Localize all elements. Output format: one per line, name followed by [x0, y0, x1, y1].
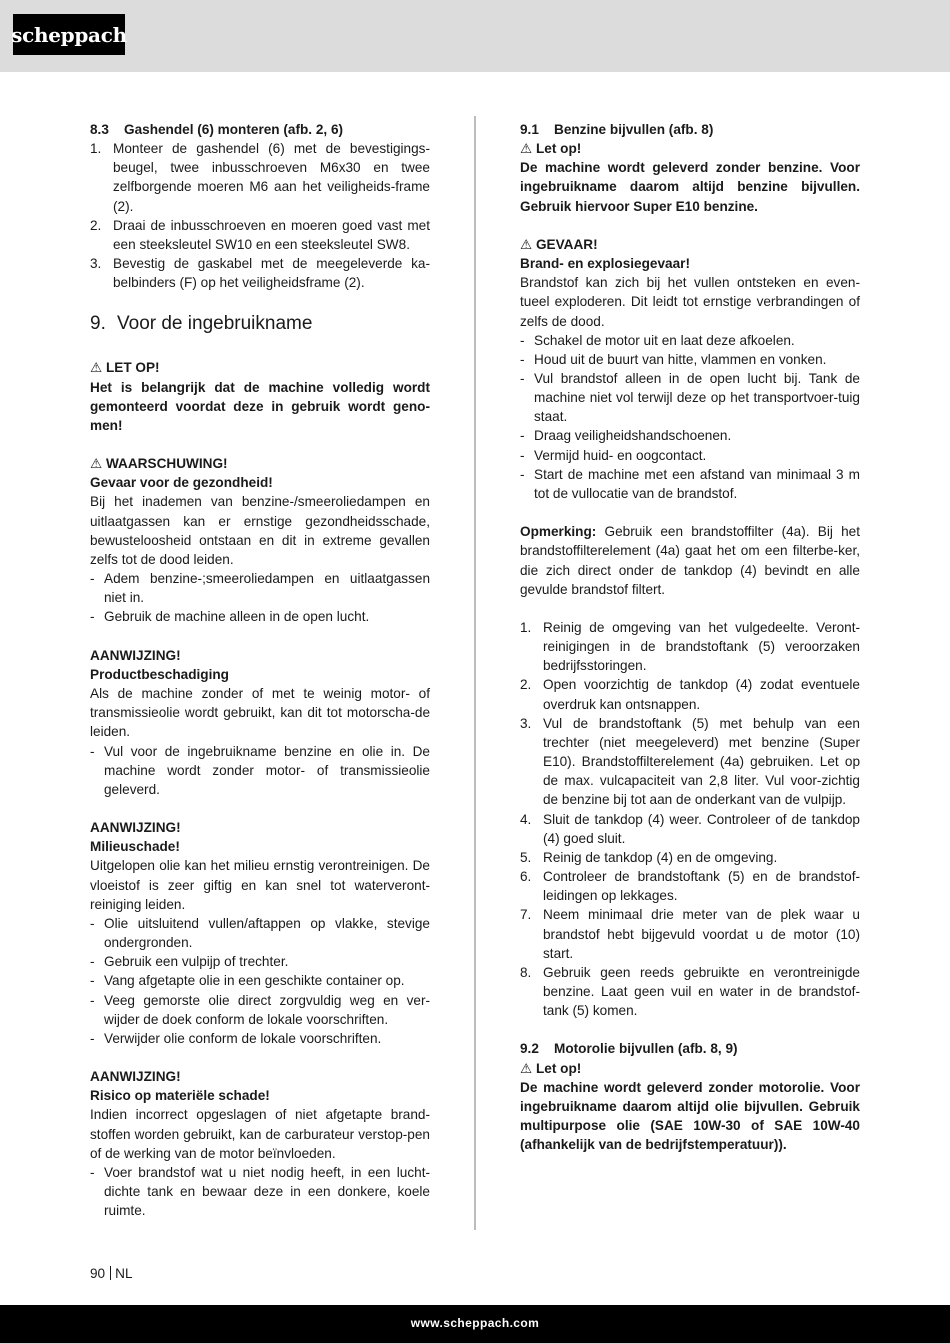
- left-column: [90, 120, 430, 1220]
- gevaar-text: Brandstof kan zich bij het vullen ontsteken en even-tueel exploderen. Dit leidt tot ernstige verbrandingen of zelfs de dood.: [520, 275, 860, 329]
- aanwijzing-list: [90, 742, 430, 799]
- waarschuwing-list: [90, 569, 430, 626]
- list-item: - Vang afgetapte olie in een geschikte container op.: [90, 973, 405, 989]
- list-item: 8. Gebruik geen reeds gebruikte en verontreinigde benzine. Laat geen vuil en water in de brandstof-tank (5) komen.: [520, 964, 860, 1019]
- warning-icon: ⚠: [520, 236, 533, 252]
- list-item: 7. Neem minimaal drie meter van de plek waar u brandstof hebt bijgevuld voordat u de motor (10) start.: [520, 907, 860, 961]
- letop-label: ⚠ LET OP!: [90, 360, 160, 376]
- list-item: 2. Open voorzichtig de tankdop (4) zodat eventuele overdruk kan ontsnappen.: [520, 677, 860, 712]
- aanwijzing-label: AANWIJZING!: [90, 820, 181, 836]
- section-heading-8-3: 8.3 Gashendel (6) monteren (afb. 2, 6): [90, 122, 344, 137]
- list-item: - Voer brandstof wat u niet nodig heeft, in een lucht-dichte tank en bewaar deze in een donkere, koele ruimte.: [90, 1164, 430, 1219]
- footer-bar: [0, 1305, 950, 1343]
- aanwijzing-text: Als de machine zonder of met te weinig motor- of transmissieolie wordt gebruikt, kan dit tot motorscha-de leiden.: [90, 686, 430, 740]
- list-item: - Adem benzine-;smeeroliedampen en uitlaatgassen niet in.: [90, 571, 430, 606]
- list-item: - Veeg gemorste olie direct zorgvuldig weg en ver-wijder de doek conform de lokale voorschriften.: [90, 992, 430, 1027]
- aanwijzing-subtitle: Milieuschade!: [90, 839, 180, 855]
- list-item: - Start de machine met een afstand van minimaal 3 m tot de vullocatie van de brandstof.: [520, 466, 860, 501]
- aanwijzing-subtitle: Productbeschadiging: [90, 666, 229, 682]
- list-item: 2. Draai de inbusschroeven en moeren goed vast met een steeksleutel SW10 en een steeksleutel SW8.: [90, 217, 430, 252]
- list-item: - Gebruik de machine alleen in de open lucht.: [90, 609, 370, 625]
- aanwijzing-list: [90, 914, 430, 1048]
- gevaar-subtitle: Brand- en explosiegevaar!: [520, 256, 690, 272]
- waarschuwing-text: Bij het inademen van benzine-/smeeroliedampen en uitlaatgassen kan er ernstige gezondheidsschade, bewusteloosheid ontstaan en dit in extreme gevallen zelfs tot de dood leiden.: [90, 494, 430, 567]
- list-item: - Houd uit de buurt van hitte, vlammen en vonken.: [520, 351, 827, 367]
- list-item: - Gebruik een vulpijp of trechter.: [90, 954, 289, 970]
- letop-label: ⚠ Let op!: [520, 1060, 582, 1076]
- letop-text: Het is belangrijk dat de machine volledig wordt gemonteerd voordat deze in gebruik wordt geno-men!: [90, 379, 430, 433]
- waarschuwing-label: ⚠ WAARSCHUWING!: [90, 456, 228, 472]
- letop-label: ⚠ Let op!: [520, 141, 582, 157]
- list-item: - Olie uitsluitend vullen/aftappen op vlakke, stevige ondergronden.: [90, 915, 430, 951]
- list-item: 1. Reinig de omgeving van het vulgedeelte. Veront-reinigingen in de brandstoftank (5) veroorzaken bedrijfsstoringen.: [520, 620, 860, 674]
- section-heading-9-2: 9.2 Motorolie bijvullen (afb. 8, 9): [520, 1041, 738, 1057]
- list-item: 5. Reinig de tankdop (4) en de omgeving.: [520, 849, 778, 865]
- column-divider: [474, 116, 476, 1230]
- warning-icon: ⚠: [90, 360, 103, 376]
- gevaar-list: [520, 331, 860, 503]
- header-bar: [0, 0, 950, 72]
- list-item: 6. Controleer de brandstoftank (5) en de brandstof-leidingen op lekkages.: [520, 869, 860, 904]
- list-item: - Verwijder olie conform de lokale voorschriften.: [90, 1030, 382, 1046]
- aanwijzing-text: Uitgelopen olie kan het milieu ernstig verontreinigen. De vloeistof is zeer giftig en kan snel tot waterveront-reiniging leiden.: [90, 858, 430, 912]
- waarschuwing-subtitle: Gevaar voor de gezondheid!: [90, 475, 273, 491]
- right-column: [520, 120, 860, 1154]
- list-item: - Vul brandstof alleen in de open lucht bij. Tank de machine niet vol terwijl deze op het transportvoer-tuig staat.: [520, 371, 860, 425]
- website-link[interactable]: www.scheppach.com: [410, 1316, 540, 1330]
- list-item: 3. Vul de brandstoftank (5) met behulp van een trechter (niet meegeleverd) met benzine (Super E10). Brandstoffilterelement (4a) gebruiken. Let op de max. vulcapaciteit van 2,8 liter. Vul voor-zichtig de benzine bij tot aan de onderkant van de vulpijp.: [520, 715, 860, 808]
- warning-icon: ⚠: [520, 1060, 533, 1076]
- aanwijzing-label: AANWIJZING!: [90, 1069, 181, 1085]
- aanwijzing-label: AANWIJZING!: [90, 647, 181, 663]
- list-item: 1. Monteer de gashendel (6) met de bevestigings-beugel, twee inbusschroeven M6x30 en twee zelfborgende moeren M6 aan het veiligheids-frame (2).: [90, 141, 430, 214]
- aanwijzing-list: [90, 1163, 430, 1220]
- brand-logo: scheppach: [13, 14, 125, 55]
- refuel-steps: [520, 618, 860, 1020]
- list-item: 3. Bevestig de gaskabel met de meegeleverde ka-belbinders (F) op het veiligheidsframe (2).: [90, 256, 430, 291]
- warning-icon: ⚠: [520, 141, 533, 157]
- list-item: 4. Sluit de tankdop (4) weer. Controleer of de tankdop (4) goed sluit.: [520, 811, 860, 846]
- aanwijzing-subtitle: Risico op materiële schade!: [90, 1088, 270, 1104]
- list-item: - Vul voor de ingebruikname benzine en olie in. De machine wordt zonder motor- of transmissieolie geleverd.: [90, 743, 430, 797]
- letop-text: De machine wordt geleverd zonder benzine. Voor ingebruikname daarom altijd benzine bijvullen. Gebruik hiervoor Super E10 benzine.: [520, 160, 860, 214]
- gevaar-label: ⚠ GEVAAR!: [520, 236, 598, 252]
- letop-text: De machine wordt geleverd zonder motorolie. Voor ingebruikname daarom altijd olie bijvullen. Gebruik multipurpose olie (SAE 10W-30 of SAE 10W-40 (afhankelijk van de bedrijfstemperatuur)).: [520, 1079, 860, 1153]
- section-heading-9-1: 9.1 Benzine bijvullen (afb. 8): [520, 122, 714, 137]
- list-item: - Vermijd huid- en oogcontact.: [520, 447, 707, 463]
- warning-icon: ⚠: [90, 456, 103, 472]
- aanwijzing-text: Indien incorrect opgeslagen of niet afgetapte brand-stoffen worden gebruikt, kan de carburateur verstop-pen of de werking van de motor beïnvloeden.: [90, 1107, 430, 1161]
- assembly-steps: [90, 139, 430, 292]
- chapter-heading-9: 9. Voor de ingebruikname: [90, 313, 313, 335]
- page-number: 90 NL: [90, 1266, 133, 1281]
- list-item: - Draag veiligheidshandschoenen.: [520, 428, 732, 444]
- list-item: - Schakel de motor uit en laat deze afkoelen.: [520, 332, 795, 348]
- opmerking-text: Opmerking: Gebruik een brandstoffilter (4a). Bij het brandstoffilterelement (4a) gaat het om een filterbe-ker, die zich direct onder de tankdop (4) bevindt en alle gevulde brandstof filtert.: [520, 524, 860, 597]
